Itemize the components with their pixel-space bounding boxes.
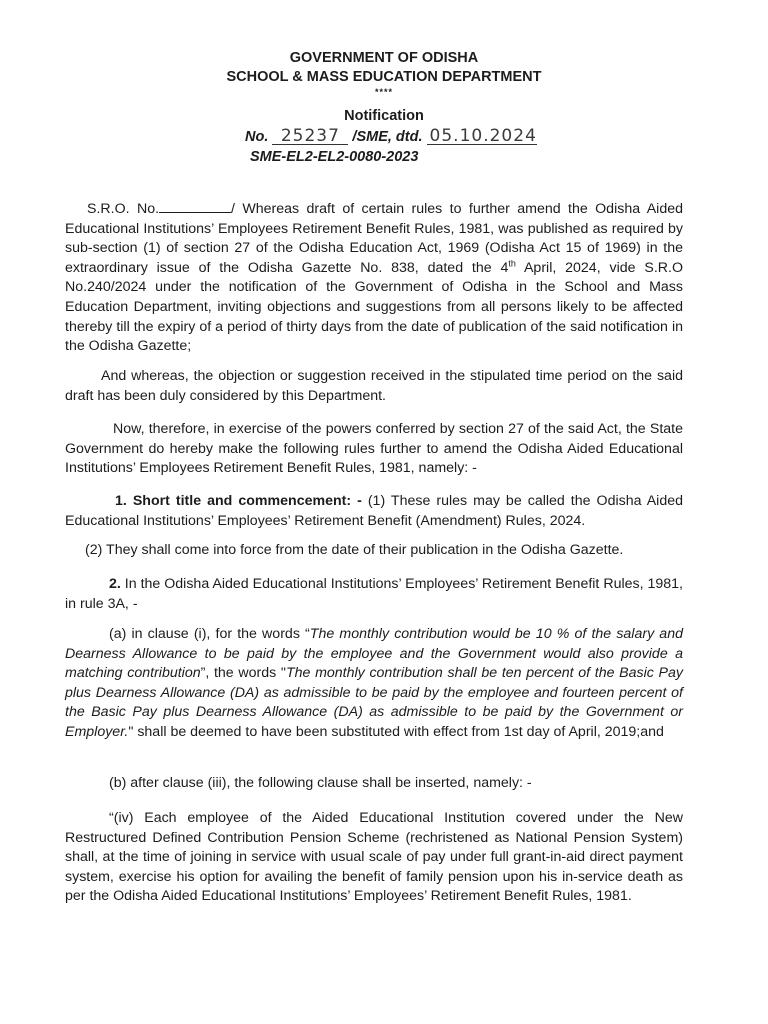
clause-a-old-words: The monthly contribution would be 10 % of the salary and Dearness Allowance to be paid by the employee and the Government would also provide a matching contribution (65, 626, 683, 682)
sro-prefix: S.R.O. No. (87, 201, 160, 217)
clause-a-tail: " shall be deemed to have been substituted with effect from 1st day of April, 2019;and (128, 723, 664, 740)
sro-number-blank (159, 200, 231, 213)
paragraph-and-whereas: And whereas, the objection or suggestion received in the stipulated time period on the said draft has been duly considered by this Department. (65, 368, 683, 404)
rule-1-heading: 1. Short title and commencement: - (115, 493, 362, 509)
rule-1-text: (1) These rules may be called the Odisha Aided Educational Institutions’ Employees’ Retirement Benefit (Amendment) Rules, 2024. (65, 493, 683, 529)
file-number: SME-EL2-EL2-0080-2023 (250, 149, 419, 165)
paragraph-whereas (65, 200, 683, 357)
clause-b-insertion: (b) after clause (iii), the following clause shall be inserted, namely: - (109, 775, 532, 791)
rule-1-short-title (65, 492, 683, 531)
government-heading: GOVERNMENT OF ODISHA (289, 50, 479, 66)
notification-title: Notification (344, 108, 424, 124)
rule-2-text: In the Odisha Aided Educational Institutions’ Employees’ Retirement Benefit Rules, 1981, in rule 3A, - (65, 576, 683, 612)
clause-iv-text: “(iv) Each employee of the Aided Educational Institution covered under the New Restructured Defined Contribution Pension Scheme (rechristened as National Pension System) shall, at the time of joining in service with usual scale of pay under full grant-in-aid direct payment system, exercise his option for availing the benefit of family pension upon his in-service death as per the Odisha Aided Educational Institutions’ Employees’ Retirement Benefit Rules, 1981. (65, 810, 683, 905)
department-heading: SCHOOL & MASS EDUCATION DEPARTMENT (226, 69, 542, 85)
separator-stars: **** (374, 87, 393, 97)
notification-number-line (245, 128, 537, 145)
clause-a-mid: ”, the words " (200, 665, 286, 682)
number-middle: /SME, dtd. (352, 129, 423, 145)
rule-2-intro (65, 575, 683, 614)
rule-1-2-commencement: (2) They shall come into force from the date of their publication in the Odisha Gazette. (85, 542, 624, 558)
clause-a-amendment (65, 625, 683, 743)
paragraph-whereas-text: / Whereas draft of certain rules to further amend the Odisha Aided Educational Institutions’ Employees Retirement Benefit Rules, 1981, was published as required by sub-section (1) of section 27 of the Odisha Education Act, 1969 (Odisha Act 15 of 1969) in the extraordinary issue of the Odisha Gazette No. 838, dated the 4 (65, 201, 683, 276)
paragraph-whereas-rest: April, 2024, vide S.R.O No.240/2024 under the notification of the Government of Odisha in the School and Mass Education Department, inviting objections and suggestions from all persons likely to be affected thereby till the expiry of a period of thirty days from the date of publication of the said notification in the Odisha Gazette; (65, 259, 683, 355)
number-prefix: No. (245, 129, 269, 145)
handwritten-number: 25237 (272, 128, 348, 145)
ordinal-suffix: th (508, 258, 516, 269)
paragraph-now-therefore: Now, therefore, in exercise of the powers conferred by section 27 of the said Act, the State Government do hereby make the following rules further to amend the Odisha Aided Educational Institutions’ Employees Retirement Benefit Rules, 1981, namely: - (65, 421, 683, 477)
clause-a-lead: (a) in clause (i), for the words “ (109, 626, 310, 642)
handwritten-date: 05.10.2024 (427, 128, 537, 145)
rule-2-number: 2. (109, 576, 121, 592)
clause-a-new-words: The monthly contribution shall be ten percent of the Basic Pay plus Dearness Allowance (DA) as admissible to be paid by the employee and fourteen percent of the Basic Pay plus Dearness Allowance (DA) as admissible to be paid by the Government or Employer. (65, 665, 683, 740)
